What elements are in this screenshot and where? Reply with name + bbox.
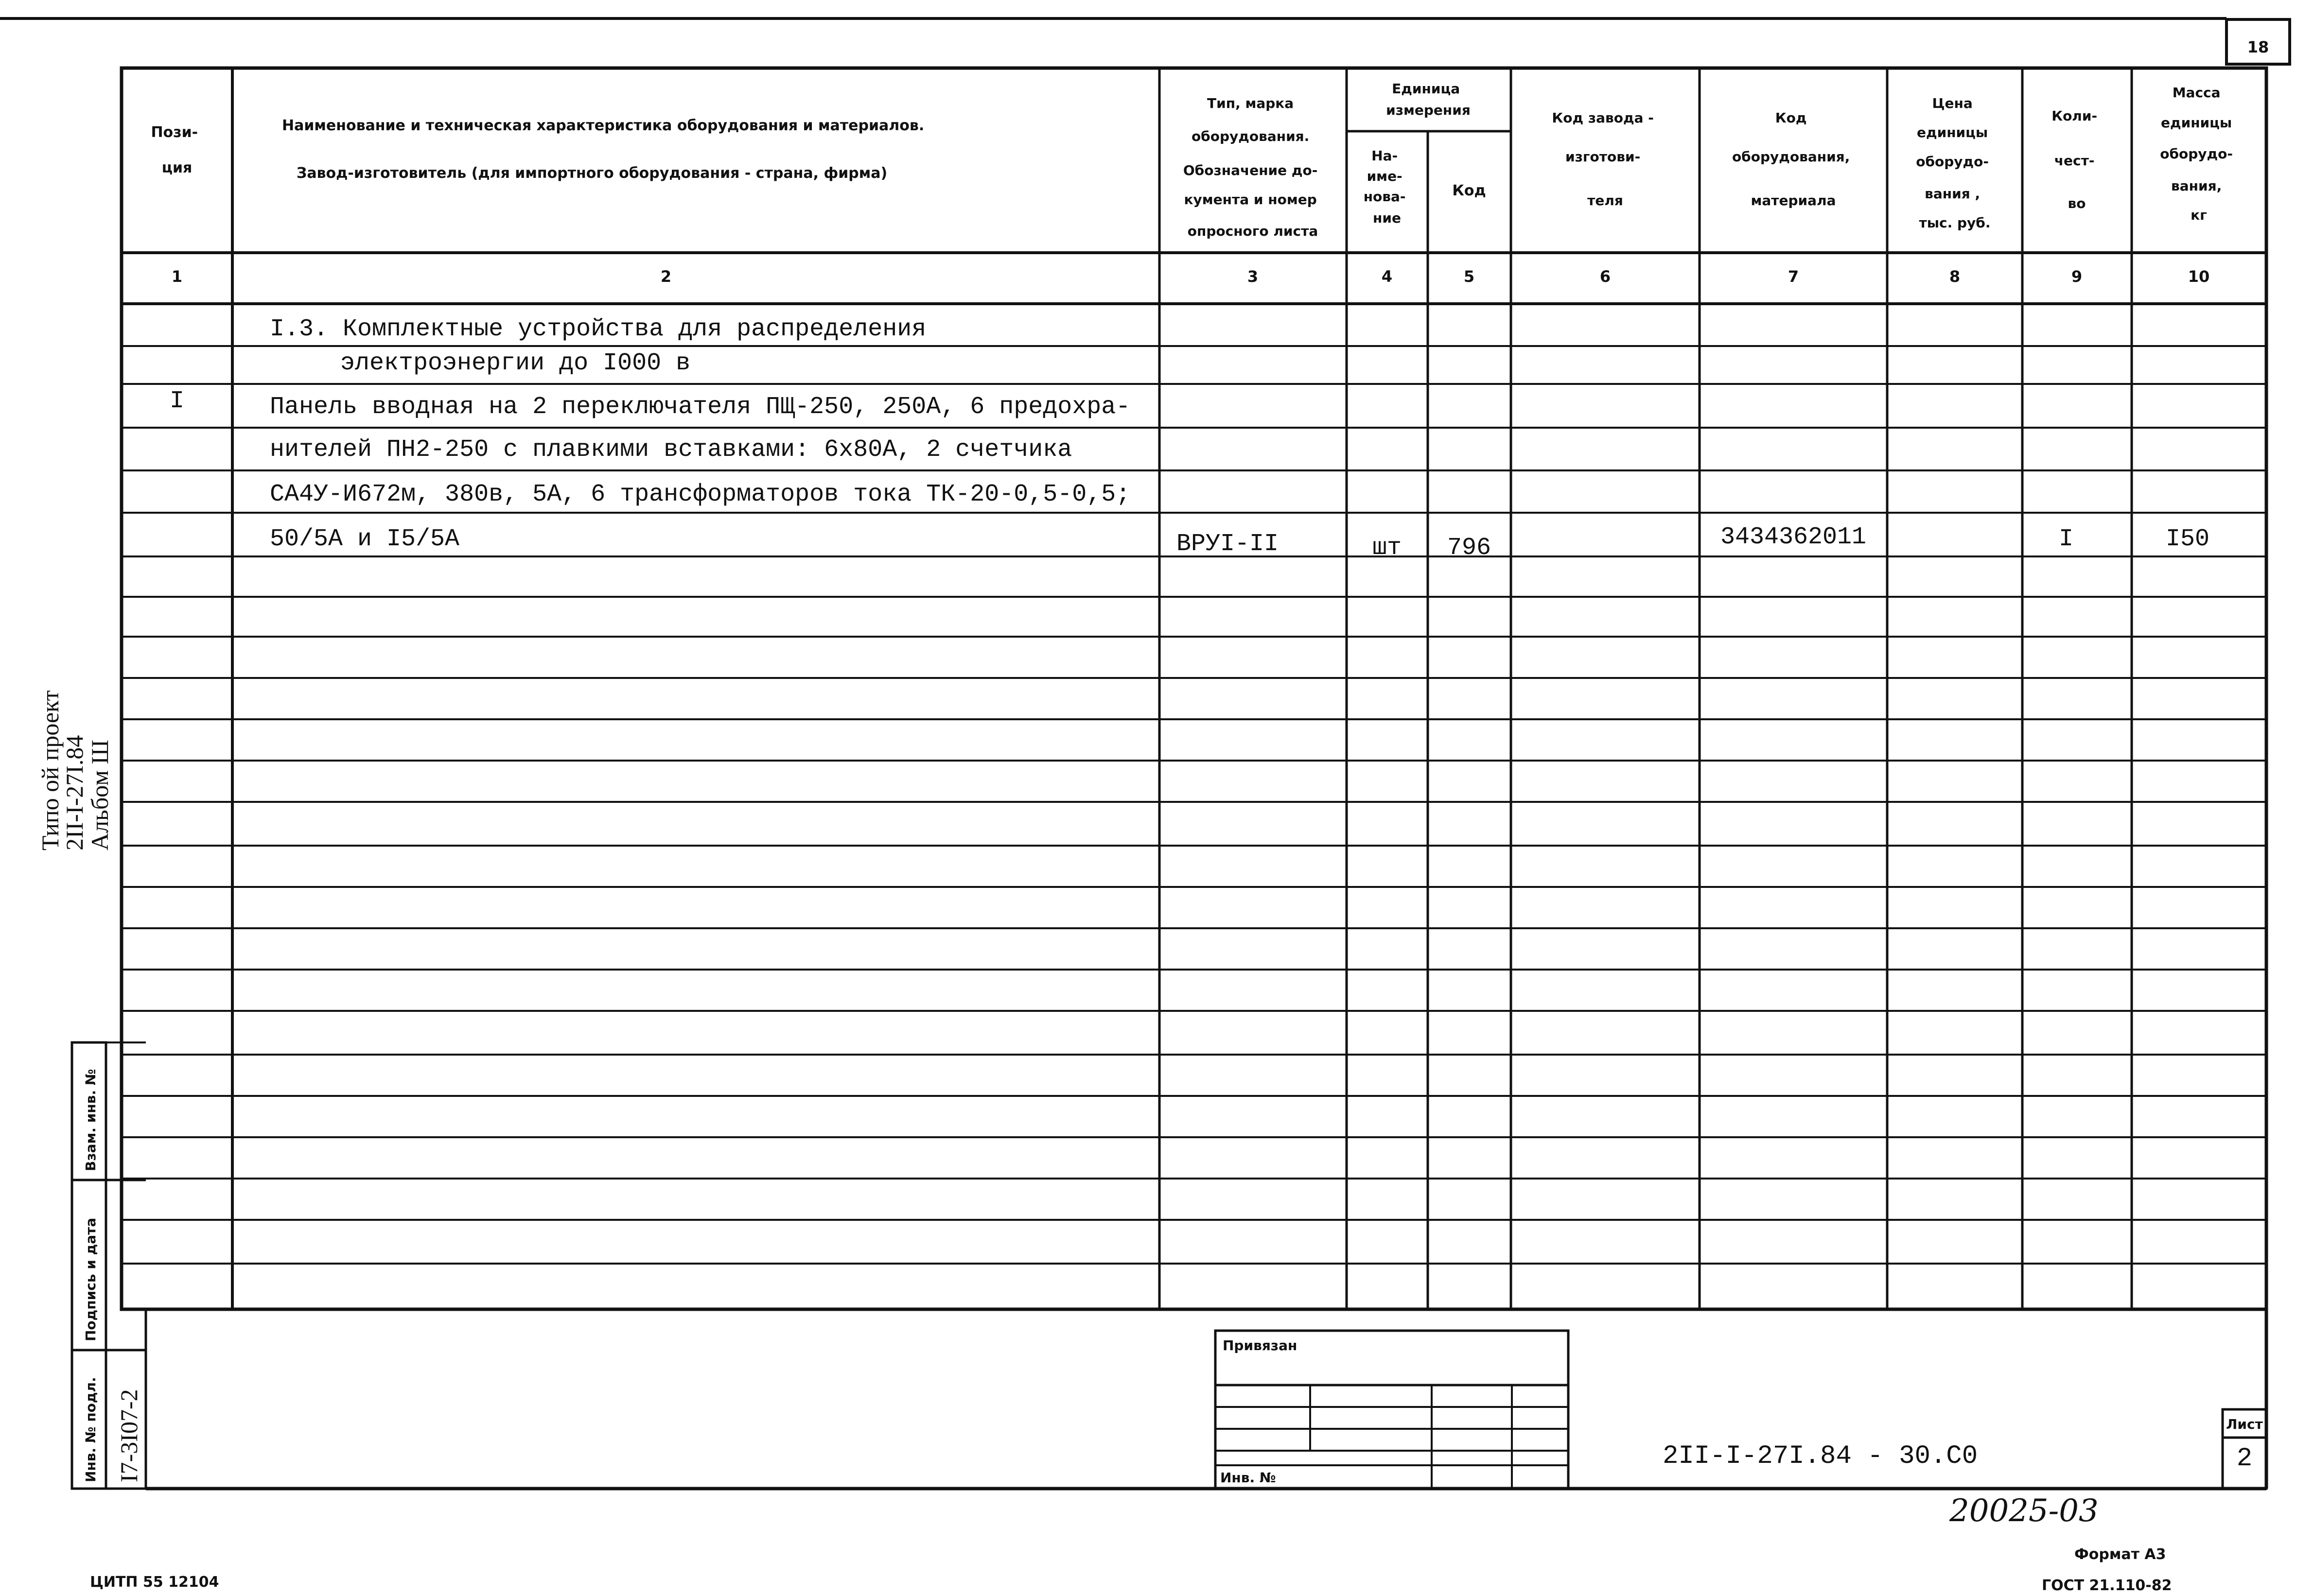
side-project-line: Типо ой проект — [36, 690, 64, 850]
footer-format: Формат А3 — [2074, 1546, 2166, 1563]
item-description-line: СА4У-И672м, 380в, 5А, 6 трансформаторов тока ТК-20-0,5-0,5; — [270, 481, 1131, 508]
header-plant-code: Код завода - изготови- теля — [1552, 110, 1654, 208]
side-project-line: Альбом Ш — [86, 740, 113, 850]
item-mass: I50 — [2166, 525, 2210, 553]
side-inv-podl: Инв. № подл. — [83, 1377, 99, 1482]
table-body — [170, 315, 2209, 562]
header-unit-code: Код — [1452, 182, 1486, 199]
side-vzam-inv: Взам. инв. № — [83, 1069, 99, 1171]
footer-left: ЦИТП 55 12104 — [90, 1574, 219, 1591]
column-number: 6 — [1599, 267, 1611, 286]
header-price: Цена единицы оборудо- вания , тыс. руб. — [1916, 95, 1991, 231]
page-number: 18 — [2247, 38, 2269, 56]
header-mass: Масса единицы оборудо- вания, кг — [2160, 85, 2233, 223]
list-label: Лист — [2226, 1416, 2263, 1432]
item-type-mark: ВРУI-II — [1176, 530, 1279, 558]
header-position: Пози- ция — [151, 124, 198, 176]
item-description-line: 50/5А и I5/5А — [270, 525, 460, 553]
header-name-line1: Наименование и техническая характеристика оборудования и материалов. — [282, 117, 925, 134]
equipment-table — [122, 68, 2266, 1309]
header-type-mark: Тип, марка оборудования. Обозначение до- кумента и номер опросного листа — [1183, 95, 1318, 239]
document-number: 2II-I-27I.84 - 30.С0 — [1663, 1441, 1978, 1471]
inv-no-label: Инв. № — [1220, 1470, 1276, 1486]
side-inv-podl-value: I7-3I07-2 — [115, 1389, 142, 1482]
header-unit-group: Единица измерения — [1386, 81, 1471, 118]
item-unit-code: 796 — [1447, 534, 1491, 562]
privyazan-label: Привязан — [1223, 1337, 1297, 1353]
list-value: 2 — [2236, 1444, 2253, 1474]
item-unit-name: шт — [1372, 534, 1402, 562]
section-title-line1: I.3. Комплектные устройства для распределения — [270, 315, 927, 343]
table-header — [151, 81, 2237, 239]
column-number: 2 — [660, 267, 672, 286]
column-number: 8 — [1949, 267, 1961, 286]
column-number: 7 — [1788, 267, 1799, 286]
column-number: 3 — [1247, 267, 1259, 286]
section-title-line2: электроэнергии до I000 в — [340, 349, 691, 377]
handwritten-number: 20025-03 — [1949, 1493, 2099, 1529]
item-equipment-code: 3434362011 — [1720, 523, 1867, 551]
item-description-line: Панель вводная на 2 переключателя ПЩ-250, 250А, 6 предохра- — [270, 393, 1131, 421]
item-position: I — [169, 387, 185, 415]
column-number: 5 — [1463, 267, 1475, 286]
footer-gost: ГОСТ 21.110-82 — [2042, 1577, 2172, 1594]
column-number: 9 — [2071, 267, 2083, 286]
title-block — [146, 1309, 2266, 1489]
side-podpis-data: Подпись и дата — [83, 1217, 99, 1341]
header-equipment-code: Код оборудования, материала — [1732, 110, 1850, 208]
column-number: 10 — [2188, 267, 2210, 286]
item-quantity: I — [2059, 525, 2074, 553]
item-description-line: нителей ПН2-250 с плавкими вставками: 6х80А, 2 счетчика — [270, 436, 1072, 464]
column-number: 1 — [171, 267, 183, 286]
header-name-line2: Завод-изготовитель (для импортного оборудования - страна, фирма) — [297, 165, 888, 182]
header-quantity: Коли- чест- во — [2051, 108, 2098, 211]
column-numbers — [172, 267, 2209, 286]
table-frame — [122, 68, 2266, 1309]
header-unit-name: На- име- нова- ние — [1363, 148, 1406, 226]
side-project-line: 2II-I-27I.84 — [61, 735, 88, 850]
column-number: 4 — [1381, 267, 1393, 286]
side-stamp — [36, 690, 146, 1489]
